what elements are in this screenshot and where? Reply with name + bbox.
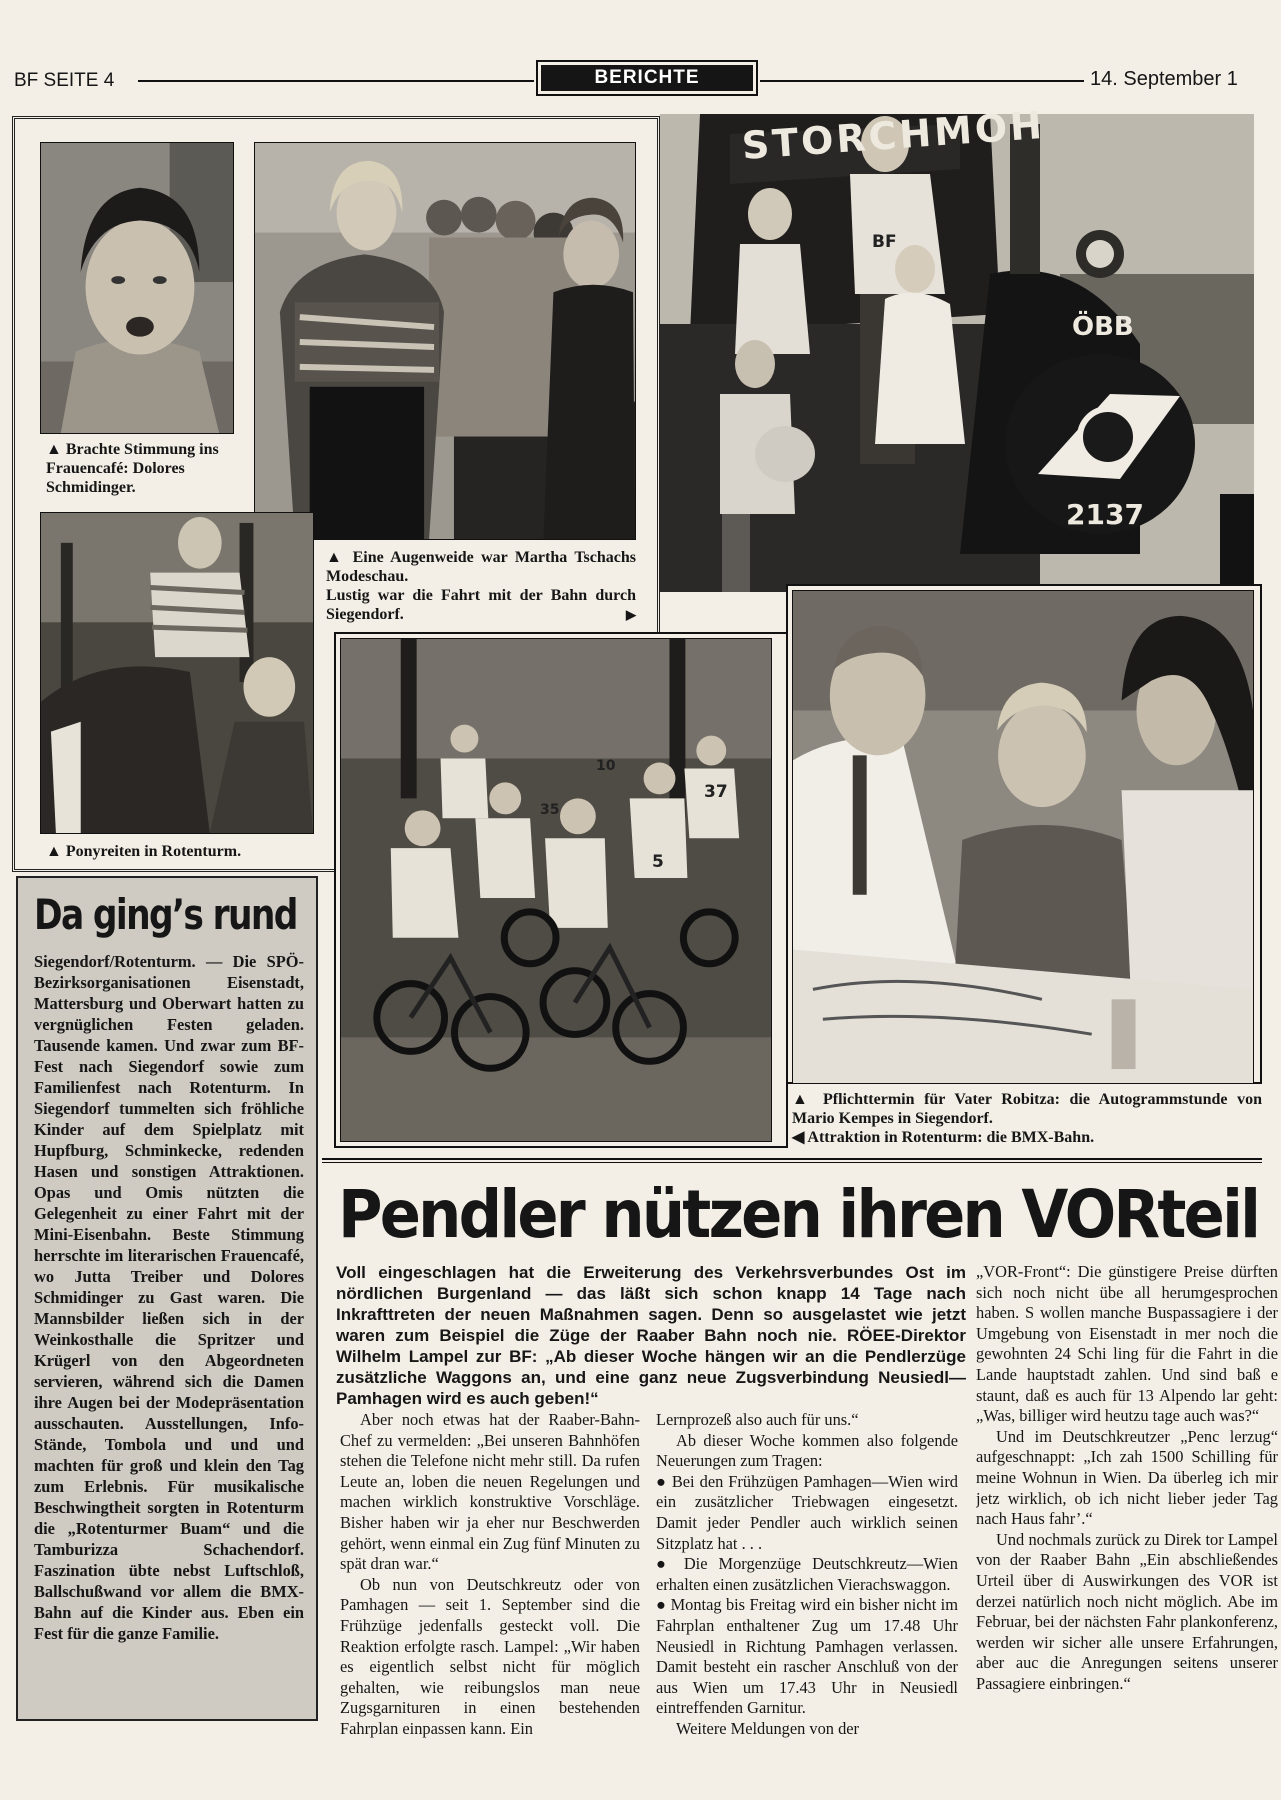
photo-ponyreiten [40, 512, 314, 834]
col3-paragraph-2: Und im Deutschkreutzer „Penc lerzug“ aufgeschnappt: „Ich zah 1500 Schilling für meine Wohnun in Wien. Da überleg ich mir jetz wirklich, ob ich nicht lieber jeder Tag nach Haus fahr’.“ [976, 1426, 1278, 1529]
bmx-number-37: 37 [704, 782, 728, 802]
section-label: BERICHTE [541, 65, 753, 91]
sidebar-text: Siegendorf/Rotenturm. — Die SPÖ-Bezirksorganisationen Eisenstadt, Mattersburg und Oberwart hatten zu vergnüglichen Festen geladen. Tausende kamen. Und zwar zum BF-Fest nach Siegendorf sowie zum Familienfest nach Rotenturm. In Siegendorf tummelten sich fröhliche Kinder auf dem Spielplatz mit Hupfburg, Schminkecke, redenden Hasen und sonstigen Attraktionen. Opas und Omis nützten die Gelegenheit zu einer Fahrt mit der Mini-Eisenbahn. Beste Stimmung herrschte im literarischen Frauencafé, wo Jutta Treiber und Dolores Schmidinger zu Gast waren. Die Mannsbilder ließen sich in der Weinkosthalle die Spritzer und Krügerl von den Abgeordneten servieren, während sich die Damen ihre Augen bei der Modepräsentation ausschauten. Ausstellungen, Info-Stände, Tombola und und und machten für groß und klein den Tag zum Erlebnis. Für musikalische Beschwingtheit sorgten in Rotenturm die „Rotenturmer Buam“ und die Tamburizza Schachendorf. Faszination übte nebst Luftschloß, Ballschußwand vor allem die BMX-Bahn auf die Kinder aus. Eben ein Fest für die ganze Familie. [34, 952, 304, 1643]
bmx-number-10: 10 [596, 758, 616, 774]
section-label-box [536, 60, 758, 96]
photo-autogrammstunde [792, 590, 1254, 1084]
photo-mini-train [660, 114, 1254, 592]
col3-paragraph-1: „VOR-Front“: Die günstigere Preise dürften sich noch nicht übe all herumgesprochen haben. S wollen manche Buspassagiere i der Umgebung von Eisenstadt in mer noch die gewohnten 24 Schi ling für die Fahrt in die Lande hauptstadt zahlen. Und sind baß e staunt, daß es auch für 13 Alpendo lar geht: „Was, billiger wird heutzu tage auch was?“ [976, 1262, 1278, 1426]
header-rule-right [760, 80, 1084, 82]
col2-paragraph-2: Ab dieser Woche kommen also folgende Neuerungen zum Tragen: [656, 1430, 958, 1471]
col2-bullet-1: ● Bei den Frühzügen Pamhagen—Wien wird ein zusätzlicher Triebwagen eingesetzt. Damit jeder Pendler auch wirklich seinen Sitzplatz hat . . . [656, 1471, 958, 1553]
photo-bmx-bahn [340, 638, 772, 1142]
article-top-rule [322, 1158, 1262, 1160]
col3-paragraph-3: Und nochmals zurück zu Direk tor Lampel von der Raaber Bahn „Ein abschließendes Urteil über di Auswirkungen des VOR ist derzei natürlich noch nicht möglich. Abe im Februar, bei der nächsten Fahr plankonferenz, werden wir sicher alle unsere Erfahrungen, aber auc die Anregungen seitens unserer Passagiere einbringen.“ [976, 1529, 1278, 1693]
article-headline: Pendler nützen ihren VORteil [338, 1176, 1259, 1253]
article-column-2 [656, 1410, 958, 1740]
bmx-number-35: 35 [540, 802, 560, 818]
caption-bmx: ◀ Attraktion in Rotenturm: die BMX-Bahn. [792, 1129, 1095, 1146]
caption-pony: ▲ Ponyreiten in Rotenturm. [46, 843, 242, 860]
sidebar-article [16, 876, 318, 1721]
sidebar-headline: Da ging’s rund [34, 890, 297, 939]
article-lead: Voll eingeschlagen hat die Erweiterung des Verkehrsverbundes Ost im nördlichen Burgenland — das läßt sich schon knapp 14 Tage nach Inkrafttreten der neuen Maßnahmen sagen. Denn so ausgelastet wie jetzt waren zum Beispiel die Züge der Raaber Bahn noch nie. RÖEE-Direktor Wilhelm Lampel zur BF: „Ab dieser Woche hängen wir an die Pendlerzüge zusätzliche Waggons an, und eine ganz neue Zugsverbindung Neusiedl—Pamhagen wird es auch geben!“ [336, 1263, 966, 1408]
article-column-3 [976, 1262, 1278, 1762]
page-label: BF SEITE 4 [14, 70, 115, 91]
caption-bahn-line2: Lustig war die Fahrt mit der Bahn durch Siegendorf. [326, 587, 636, 623]
article-column-1 [340, 1410, 640, 1740]
train-number: 2137 [1066, 498, 1144, 531]
train-sign: STORCHMOH [740, 102, 1047, 168]
train-shirt-label: BF [872, 232, 897, 252]
caption-kempes [792, 1090, 1262, 1147]
caption-schmidinger: ▲ Brachte Stimmung ins Frauencafé: Dolores Schmidinger. [46, 441, 219, 496]
photo-modeschau [254, 142, 636, 540]
col1-paragraph-1: Aber noch etwas hat der Raaber-Bahn-Chef zu vermelden: „Bei unseren Bahnhöfen stehen die Telefone nicht mehr still. Da rufen Leute an, loben die neuen Regelungen und machen wirklich konstruktive Vorschläge. Bisher haben wir ja eher nur Beschwerden gehört, wenn einmal ein Zug fünf Minuten zu spät dran war.“ [340, 1410, 640, 1574]
caption-modeschau [326, 548, 636, 624]
col1-paragraph-2: Ob nun von Deutschkreutz oder von Pamhagen — seit 1. September sind die Frühzüge jedenfalls gesteckt voll. Die Reaktion erfolgte rasch. Lampel: „Wir haben es eigentlich selbst nicht für möglich gehalten, wie reibungslos man neue Zugsgarnituren in einen bestehenden Fahrplan einpassen kann. Ein [340, 1574, 640, 1738]
photo-dolores-schmidinger [40, 142, 234, 434]
article-top-rule-2 [322, 1162, 1262, 1163]
col2-paragraph-3: Weitere Meldungen von der [676, 1718, 860, 1738]
col2-bullet-2: ● Die Morgenzüge Deutschkreutz—Wien erhalten einen zusätzlichen Vierachswaggon. [656, 1554, 958, 1594]
caption-modeschau-line1: ▲ Eine Augenweide war Martha Tschachs Modeschau. [326, 549, 636, 585]
bmx-number-5: 5 [652, 852, 664, 872]
train-logo-text: ÖBB [1072, 312, 1134, 342]
col2-bullet-3: ● Montag bis Freitag wird ein bisher nicht im Fahrplan enthaltener Zug um 17.48 Uhr Neusiedl in Richtung Pamhagen verlassen. Damit besteht ein rascher Anschluß von der aus Wien um 17.43 Uhr in Neusiedl eintreffenden Garnitur. [656, 1595, 958, 1718]
col2-paragraph-1: Lernprozeß also auch für uns.“ [656, 1410, 859, 1429]
caption-autogramm: ▲ Pflichttermin für Vater Robitza: die Autogrammstunde von Mario Kempes in Siegendorf. [792, 1091, 1262, 1127]
header-rule-left [138, 80, 534, 82]
right-arrow-icon: ▶ [626, 607, 636, 622]
page-date: 14. September 1 [1090, 68, 1238, 90]
